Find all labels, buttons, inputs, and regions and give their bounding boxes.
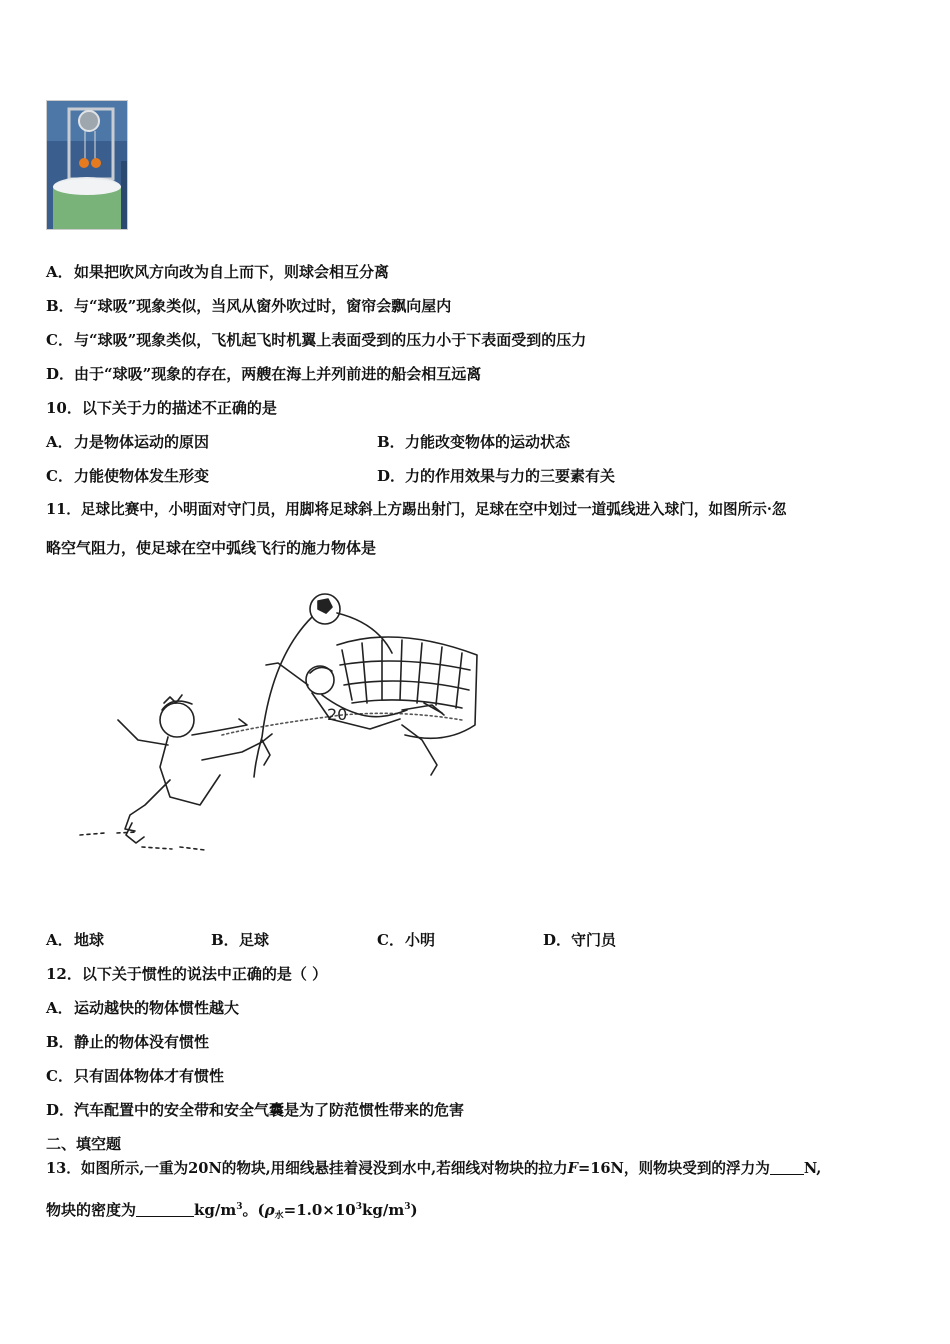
q10-option-a-label: A． [46, 433, 73, 451]
q13-text-part5: =1.0×10 [283, 1201, 356, 1219]
q11-option-a [46, 930, 104, 950]
q12-option-b-label: B． [46, 1033, 74, 1051]
q12-option-b-text: 静止的物体没有惯性 [74, 1033, 210, 1051]
q11-option-c [377, 930, 435, 950]
q13-sup-3: 3 [236, 1202, 243, 1212]
q11-option-d-text: 守门员 [571, 931, 617, 949]
q12-option-a-label: A． [46, 999, 73, 1017]
q9-option-c-text: 与“球吸”现象类似，飞机起飞时机翼上表面受到的压力小于下表面受到的压力 [74, 331, 587, 349]
soccer-kick-illustration [72, 585, 502, 875]
q12-option-b [46, 1032, 209, 1052]
q13-text-part4: 。( [242, 1201, 265, 1219]
section-title-fill-in: 二、填空题 [46, 1135, 122, 1153]
q11-option-c-label: C． [377, 931, 404, 949]
q13-unit-density: kg/m [194, 1201, 237, 1219]
q10-option-d-text: 力的作用效果与力的三要素有关 [405, 467, 616, 485]
q9-option-a [46, 262, 389, 282]
q10-option-c-label: C． [46, 467, 73, 485]
q13-blank-buoyancy[interactable] [770, 1160, 804, 1175]
q12-option-d-label: D． [46, 1101, 75, 1119]
q9-option-b-text: 与“球吸”现象类似，当风从窗外吹过时，窗帘会飘向屋内 [74, 297, 452, 315]
q9-option-d [46, 364, 481, 384]
q10-stem: 10．以下关于力的描述不正确的是 [46, 399, 277, 417]
q11-stem-line2: 略空气阻力，使足球在空中弧线飞行的施力物体是 [46, 539, 377, 557]
q12-option-a-text: 运动越快的物体惯性越大 [74, 999, 240, 1017]
q13-text-part2: =16N，则物块受到的浮力为 [577, 1160, 770, 1177]
q9-option-c [46, 330, 586, 350]
apparatus-illustration [47, 101, 127, 229]
q11-option-a-text: 地球 [74, 931, 105, 949]
q12-option-c [46, 1066, 224, 1086]
q9-option-d-label: D． [46, 365, 75, 383]
q10-option-c-text: 力能使物体发生形变 [74, 467, 210, 485]
svg-text:20: 20 [327, 705, 348, 724]
q11-option-b-label: B． [211, 931, 239, 949]
q10-option-d [377, 466, 615, 486]
q11-option-c-text: 小明 [405, 931, 436, 949]
q9-option-b [46, 296, 451, 316]
q13-sup-exp: 3 [355, 1202, 362, 1212]
q10-option-b-label: B． [377, 433, 405, 451]
q11-option-b-text: 足球 [239, 931, 270, 949]
q13-sup-3b: 3 [404, 1202, 411, 1212]
q9-option-a-label: A． [46, 263, 73, 281]
q13-rho-symbol: ρ [264, 1201, 275, 1219]
q12-option-d-text: 汽车配置中的安全带和安全气囊是为了防范惯性带来的危害 [74, 1101, 465, 1119]
q10-option-c [46, 466, 209, 486]
q11-stem-line1: 11．足球比赛中，小明面对守门员，用脚将足球斜上方踢出射门，足球在空中划过一道弧线进入球门，如图所示·忽 [46, 501, 787, 518]
q13-text-part6: kg/m [362, 1201, 405, 1219]
q12-stem: 12．以下关于惯性的说法中正确的是（ ） [46, 965, 328, 983]
q11-option-b [211, 930, 269, 950]
q12-option-c-text: 只有固体物体才有惯性 [74, 1067, 225, 1085]
q10-option-d-label: D． [377, 467, 406, 485]
q12-option-c-label: C． [46, 1067, 73, 1085]
q12-option-a [46, 998, 239, 1018]
q11-option-d-label: D． [543, 931, 572, 949]
q13-line2 [46, 1197, 418, 1226]
q9-option-d-text: 由于“球吸”现象的存在，两艘在海上并列前进的船会相互远离 [74, 365, 482, 383]
q13-blank-density[interactable] [136, 1202, 194, 1217]
ball-suction-apparatus-photo [46, 100, 128, 230]
q13-text-part3: 物块的密度为 [46, 1201, 137, 1219]
q13-sub-water: 水 [274, 1211, 284, 1221]
q11-option-a-label: A． [46, 931, 73, 949]
q13-var-f: F [567, 1160, 578, 1177]
q11-option-d [543, 930, 616, 950]
q13-text-part1: 13．如图所示,一重为20N的物块,用细线悬挂着浸没到水中,若细线对物块的拉力 [46, 1160, 568, 1177]
q13-line1 [46, 1159, 821, 1179]
q10-option-b [377, 432, 570, 452]
q9-option-c-label: C． [46, 331, 73, 349]
q9-option-a-text: 如果把吹风方向改为自上而下，则球会相互分离 [74, 263, 390, 281]
q12-option-d [46, 1100, 464, 1120]
q9-option-b-label: B． [46, 297, 74, 315]
q13-unit-n: N, [803, 1160, 822, 1177]
q10-option-a [46, 432, 209, 452]
q10-option-b-text: 力能改变物体的运动状态 [405, 433, 571, 451]
q10-option-a-text: 力是物体运动的原因 [74, 433, 210, 451]
q13-text-part7: ) [410, 1201, 418, 1219]
